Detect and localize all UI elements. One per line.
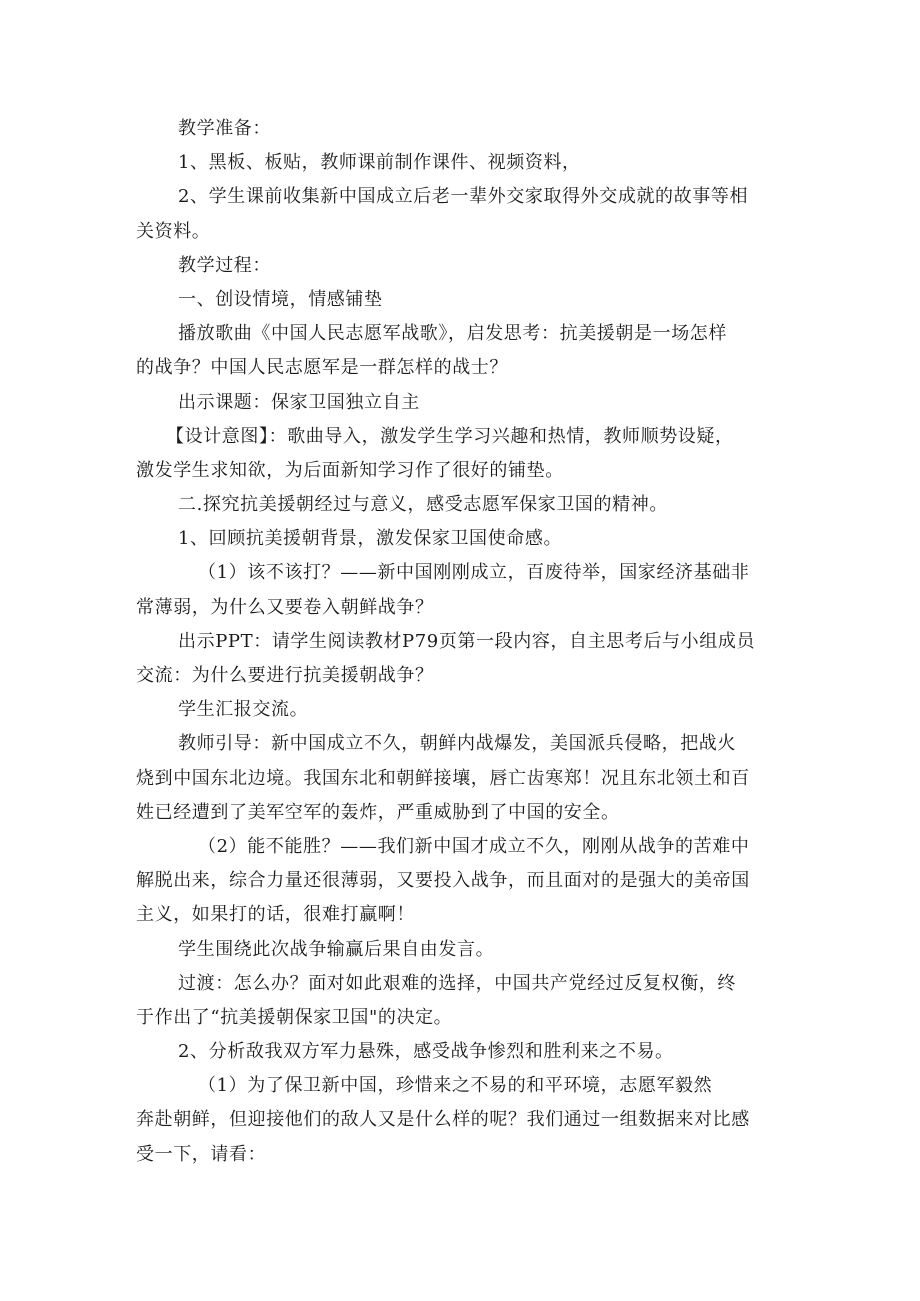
text-line: 出示课题：保家卫国独立自主 (178, 391, 420, 413)
text-line: 教学准备： (178, 118, 271, 139)
text-line: 1、回顾抗美援朝背景，激发保家卫国使命感。 (178, 528, 563, 550)
text-line: （2）能不能胜？——我们新中国才成立不久，刚刚从战争的苦难中 (198, 835, 750, 857)
text-line: 解脱出来，综合力量还很薄弱，又要投入战争，而且面对的是强大的美帝国 (136, 870, 750, 892)
text-line: 交流：为什么要进行抗美援朝战争？ (136, 665, 434, 686)
text-line: 奔赴朝鲜，但迎接他们的敌人又是什么样的呢？我们通过一组数据来对比感 (136, 1109, 750, 1131)
text-line: 于作出了“抗美援朝保家卫国"的决定。 (136, 1006, 453, 1028)
text-line: 主义，如果打的话，很难打赢啊！ (136, 904, 415, 926)
text-line: 关资料。 (136, 220, 211, 242)
text-line: 2、分析敌我双方军力悬殊，感受战争惨烈和胜利来之不易。 (178, 1041, 674, 1063)
text-line: 出示PPT：请学生阅读教材P79页第一段内容，自主思考后与小组成员 (178, 630, 756, 652)
text-line: 播放歌曲《中国人民志愿军战歌》，启发思考：抗美援朝是一场怎样 (178, 323, 727, 345)
text-line: 2、学生课前收集新中国成立后老一辈外交家取得外交成就的故事等相 (178, 186, 749, 208)
text-line: 激发学生求知欲，为后面新知学习作了很好的铺垫。 (136, 459, 564, 481)
text-line: （1）该不该打？——新中国刚刚成立，百废待举，国家经济基础非 (198, 562, 750, 584)
text-line: 1、黑板、板贴，教师课前制作课件、视频资料， (178, 152, 581, 174)
text-line: 学生汇报交流。 (178, 699, 309, 721)
text-line: 二.探究抗美援朝经过与意义，感受志愿军保家卫国的精神。 (178, 494, 668, 516)
document-body (136, 112, 796, 1172)
text-line: 【设计意图】：歌曲导入，激发学生学习兴趣和热情，教师顺势设疑， (166, 425, 734, 447)
text-line: 教学过程： (178, 254, 271, 276)
text-line: 学生围绕此次战争输赢后果自由发言。 (178, 938, 495, 960)
text-line: 受一下，请看： (136, 1143, 267, 1165)
text-line: 教师引导：新中国成立不久，朝鲜内战爆发，美国派兵侵略，把战火 (178, 733, 736, 755)
text-line: （1）为了保卫新中国，珍惜来之不易的和平环境，志愿军毅然 (198, 1075, 713, 1097)
text-line: 烧到中国东北边境。我国东北和朝鲜接壤，唇亡齿寒郑！况且东北领土和百 (136, 767, 750, 789)
text-line: 姓已经遭到了美军空军的轰炸，严重威胁到了中国的安全。 (136, 801, 620, 823)
text-line: 过渡：怎么办？面对如此艰难的选择，中国共产党经过反复权衡，终 (178, 972, 736, 994)
text-line: 常薄弱，为什么又要卷入朝鲜战争？ (136, 596, 434, 618)
text-line: 的战争？中国人民志愿军是一群怎样的战士？ (136, 357, 508, 379)
text-line: 一、创设情境，情感铺垫 (178, 288, 383, 310)
